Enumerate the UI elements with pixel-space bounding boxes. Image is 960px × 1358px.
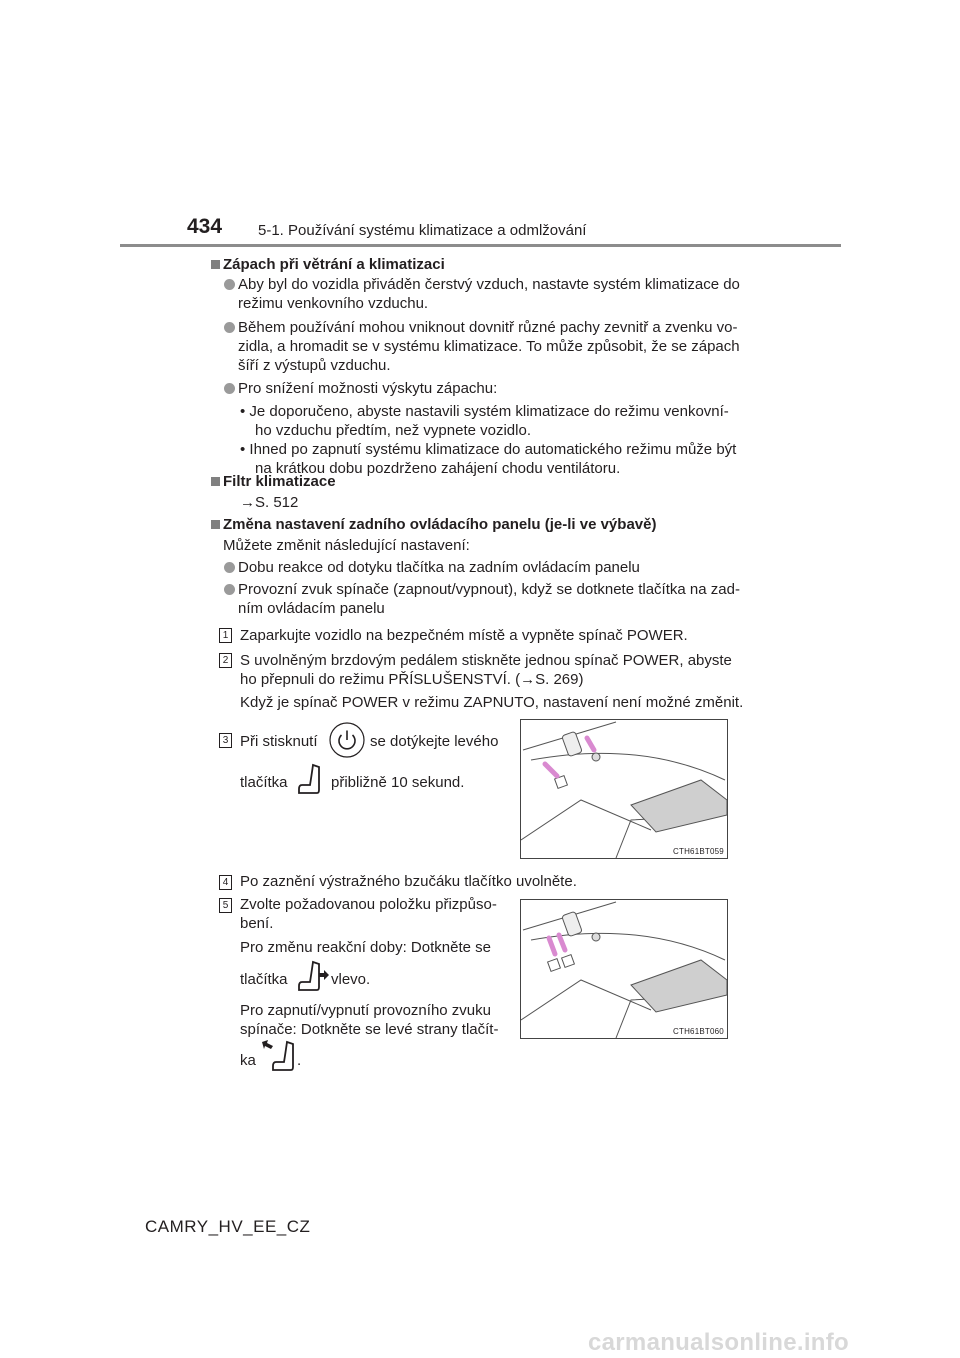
rear-bullet-2-line-1: Provozní zvuk spínače (zapnout/vypnout), když se dotknete tlačítka na zad- (238, 581, 740, 598)
figure-2-caption: CTH61BT060 (673, 1027, 724, 1036)
step-3-text-d: přibližně 10 sekund. (331, 774, 465, 791)
odor-bullet-1-line-2: režimu venkovního vzduchu. (238, 295, 429, 312)
figure-2-illustration (521, 900, 727, 1038)
bullet-icon (224, 584, 235, 595)
step-3-text-a: Při stisknutí (240, 733, 318, 750)
odor-bullet-3: Pro snížení možnosti výskytu zápachu: (238, 380, 498, 397)
seat-icon (296, 763, 322, 797)
step-5-para-2-line-1: Pro zapnutí/vypnutí provozního zvuku (240, 1002, 491, 1019)
step-5-para-1-c: vlevo. (331, 971, 371, 988)
bullet-icon (224, 322, 235, 333)
bullet-icon (224, 562, 235, 573)
heading-square-icon (211, 477, 220, 486)
odor-heading: Zápach při větrání a klimatizaci (223, 256, 445, 273)
step-3-text-c: tlačítka (240, 774, 288, 791)
step-number-1: 1 (219, 628, 232, 643)
step-5-para-2-c: . (297, 1052, 302, 1069)
step-number-3: 3 (219, 733, 232, 748)
step-5-line-1: Zvolte požadovanou položku přizpůso- (240, 896, 497, 913)
odor-bullet-2-line-3: šíří z výstupů vzduchu. (238, 357, 391, 374)
step-2-note: Když je spínač POWER v režimu ZAPNUTO, nastavení není možné změnit. (240, 694, 744, 711)
rear-heading: Změna nastavení zadního ovládacího panelu (je-li ve výbavě) (223, 516, 657, 533)
rear-intro: Můžete změnit následující nastavení: (223, 537, 470, 554)
page-number: 434 (187, 215, 223, 238)
step-4-text: Po zaznění výstražného bzučáku tlačítko uvolněte. (240, 873, 577, 890)
heading-square-icon (211, 260, 220, 269)
footer-model-code: CAMRY_HV_EE_CZ (145, 1217, 311, 1236)
seat-arrow-right-icon (296, 960, 330, 994)
step-5-para-1-b: tlačítka (240, 971, 288, 988)
header-rule (120, 244, 841, 247)
filter-reference[interactable]: →S. 512 (240, 494, 299, 511)
step-5-para-2-line-2: spínače: Dotkněte se levé strany tlačít- (240, 1021, 499, 1038)
odor-bullet-2-line-1: Během používání mohou vniknout dovnitř různé pachy zevnitř a zvenku vo- (238, 319, 738, 336)
power-icon (328, 721, 366, 759)
step-2-line-2: ho přepnuli do režimu PŘÍSLUŠENSTVÍ. (→S. 269) (240, 671, 584, 688)
figure-1 (520, 719, 728, 859)
step-5-para-2-b: ka (240, 1052, 256, 1069)
figure-1-illustration (521, 720, 727, 858)
bullet-icon (224, 279, 235, 290)
heading-square-icon (211, 520, 220, 529)
odor-sub-2-line-1: • Ihned po zapnutí systému klimatizace do automatického režimu může být (240, 441, 737, 458)
figure-1-caption: CTH61BT059 (673, 847, 724, 856)
rear-bullet-1: Dobu reakce od dotyku tlačítka na zadním ovládacím panelu (238, 559, 640, 576)
odor-bullet-2-line-2: zidla, a hromadit se v systému klimatizace. To může způsobit, že se zápach (238, 338, 740, 355)
odor-sub-1-line-1: • Je doporučeno, abyste nastavili systém klimatizace do režimu venkovní- (240, 403, 729, 420)
step-1-text: Zaparkujte vozidlo na bezpečném místě a vypněte spínač POWER. (240, 627, 688, 644)
odor-bullet-1-line-1: Aby byl do vozidla přiváděn čerstvý vzduch, nastavte systém klimatizace do (238, 276, 740, 293)
step-5-line-2: bení. (240, 915, 274, 932)
step-number-2: 2 (219, 653, 232, 668)
step-number-5: 5 (219, 898, 232, 913)
rear-bullet-2-line-2: ním ovládacím panelu (238, 600, 385, 617)
step-number-4: 4 (219, 875, 232, 890)
odor-sub-1-line-2: ho vzduchu předtím, než vypnete vozidlo. (255, 422, 531, 439)
figure-2 (520, 899, 728, 1039)
step-5-para-1: Pro změnu reakční doby: Dotkněte se (240, 939, 491, 956)
step-3-text-b: se dotýkejte levého (370, 733, 499, 750)
bullet-icon (224, 383, 235, 394)
watermark: carmanualsonline.info (588, 1329, 850, 1356)
odor-sub-2-line-2: na krátkou dobu pozdrženo zahájení chodu ventilátoru. (255, 460, 621, 477)
filter-heading: Filtr klimatizace (223, 473, 336, 490)
step-2-line-1: S uvolněným brzdovým pedálem stiskněte jednou spínač POWER, abyste (240, 652, 732, 669)
section-title: 5-1. Používání systému klimatizace a odmlžování (258, 222, 587, 239)
seat-arrow-left-icon (260, 1038, 294, 1074)
